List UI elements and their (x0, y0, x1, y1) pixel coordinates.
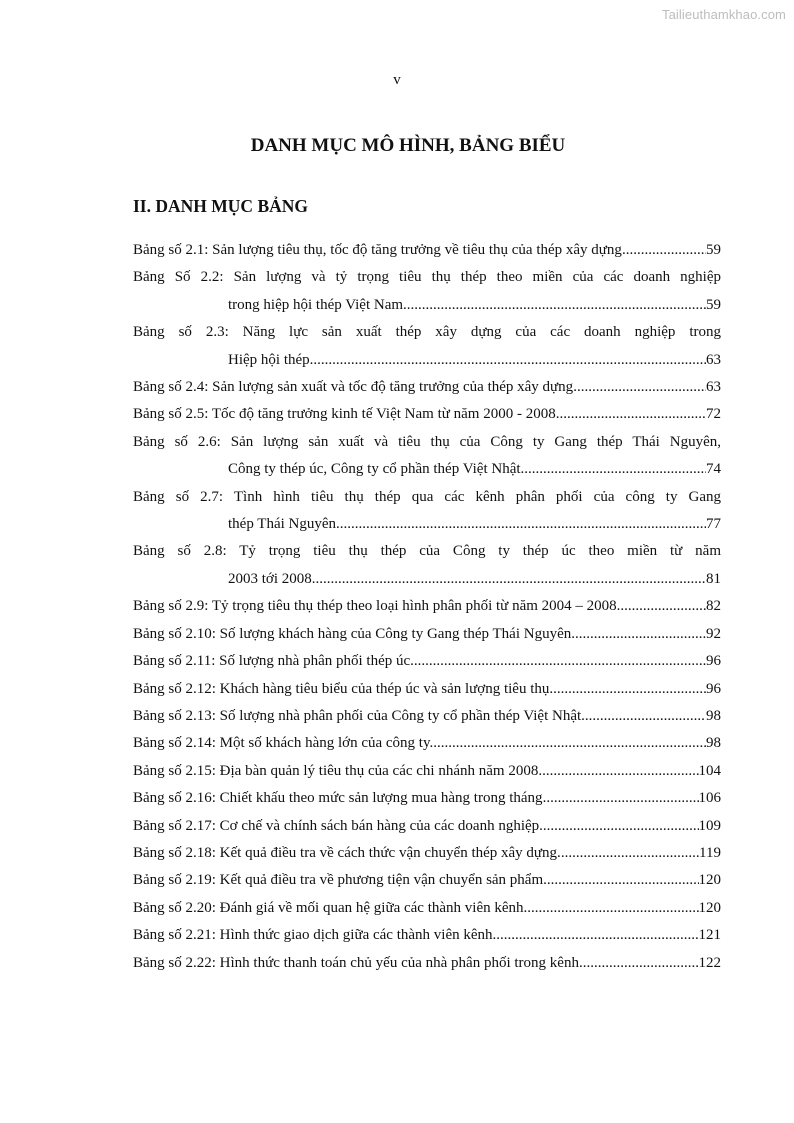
toc-page-number: 120 (698, 899, 721, 916)
toc-page-number: 119 (699, 844, 721, 861)
toc-entry-text: trong hiệp hội thép Việt Nam. (228, 296, 407, 313)
toc-entry-text: Bảng Số 2.2: Sản lượng và tỷ trọng tiêu thụ thép theo miền của các doanh nghiệp (133, 269, 721, 286)
page-title: DANH MỤC MÔ HÌNH, BẢNG BIỂU (250, 135, 566, 156)
toc-page-number: 98 (706, 707, 721, 724)
toc-entry-line (133, 429, 721, 456)
toc-entry-text: Công ty thép úc, Công ty cổ phần thép Việt Nhật. (228, 461, 525, 478)
toc-entry[interactable] (133, 813, 721, 840)
toc-entry-text: Bảng số 2.20: Đánh giá về mối quan hệ giữa các thành viên kênh. (133, 899, 528, 916)
toc-entry[interactable] (133, 319, 721, 374)
toc-entry-text: Hiệp hội thép (228, 351, 310, 368)
dot-leader (573, 374, 706, 401)
toc-entry-line (133, 484, 721, 511)
dot-leader (543, 785, 699, 812)
dot-leader (585, 703, 706, 730)
toc-page-number: 98 (706, 735, 721, 752)
toc-entry[interactable] (133, 648, 721, 675)
toc-entry-line (133, 813, 721, 840)
toc-entry[interactable] (133, 730, 721, 757)
toc-entry-line (133, 347, 721, 374)
toc-page-number: 63 (706, 351, 721, 368)
toc-page-number: 104 (698, 762, 721, 779)
toc-entry-text: Bảng số 2.14: Một số khách hàng lớn của công ty. (133, 735, 434, 752)
toc-entry-line (133, 785, 721, 812)
toc-page-number: 74 (706, 461, 721, 478)
toc-page-number: 72 (706, 406, 721, 423)
toc-page-number: 122 (698, 954, 721, 971)
page-number: v (393, 72, 401, 88)
dot-leader (583, 950, 699, 977)
toc-entry-line (133, 730, 721, 757)
toc-entry-line (133, 593, 721, 620)
dot-leader (524, 456, 706, 483)
toc-entry-text: Bảng số 2.12: Khách hàng tiêu biểu của thép úc và sản lượng tiêu thụ. (133, 680, 554, 697)
dot-leader (553, 676, 706, 703)
toc-entry-text: Bảng số 2.22: Hình thức thanh toán chủ yếu của nhà phân phối trong kênh. (133, 954, 583, 971)
toc-page-number: 106 (698, 790, 721, 807)
toc-entry[interactable] (133, 429, 721, 484)
toc-entry-text: Bảng số 2.11: Số lượng nhà phân phối thép úc. (133, 653, 414, 670)
toc-entry[interactable] (133, 840, 721, 867)
toc-entry-line (133, 237, 721, 264)
dot-leader (414, 648, 706, 675)
toc-entry-line (133, 456, 721, 483)
toc-entry-line (133, 621, 721, 648)
dot-leader (336, 511, 706, 538)
toc-entry-line (133, 703, 721, 730)
toc-entry-text: Bảng số 2.17: Cơ chế và chính sách bán hàng của các doanh nghiệp. (133, 817, 543, 834)
toc-entry-text: Bảng số 2.4: Sản lượng sản xuất và tốc độ tăng trưởng của thép xây dựng (133, 379, 574, 396)
toc-entry[interactable] (133, 785, 721, 812)
toc-entry-text: thép Thái Nguyên (228, 516, 337, 533)
toc-page-number: 81 (706, 570, 721, 587)
toc-entry[interactable] (133, 922, 721, 949)
dot-leader (547, 867, 699, 894)
toc-page-number: 96 (706, 653, 721, 670)
watermark: Tailieuthamkhao.com (661, 7, 786, 22)
toc-page-number: 92 (706, 625, 721, 642)
toc-page-number: 109 (698, 817, 721, 834)
toc-entry-line (133, 758, 721, 785)
toc-entry-line (133, 292, 721, 319)
toc-page-number: 59 (706, 242, 721, 258)
toc-page-number: 82 (706, 598, 721, 615)
toc-entry-text: 2003 tới 2008. (228, 570, 316, 587)
dot-leader (620, 593, 706, 620)
toc-entry[interactable] (133, 950, 721, 977)
toc-entry-text: Bảng số 2.15: Địa bàn quản lý tiêu thụ của các chi nhánh năm 2008. (133, 762, 543, 779)
toc-entry-text: Bảng số 2.1: Sản lượng tiêu thụ, tốc độ tăng trưởng về tiêu thụ của thép xây dựng (133, 242, 622, 258)
toc-page-number: 77 (706, 516, 721, 533)
toc-entry-line (133, 264, 721, 291)
toc-page-number: 121 (698, 927, 721, 944)
toc-entry-text: Bảng số 2.5: Tốc độ tăng trưởng kinh tế Việt Nam từ năm 2000 - 2008. (133, 406, 560, 423)
dot-leader (407, 292, 706, 319)
dot-leader (543, 813, 699, 840)
dot-leader (559, 401, 706, 428)
toc-entry-line (133, 401, 721, 428)
toc-entry-line (133, 648, 721, 675)
dot-leader (561, 840, 699, 867)
dot-leader (542, 758, 698, 785)
dot-leader (310, 347, 706, 374)
dot-leader (527, 895, 698, 922)
toc-entry[interactable] (133, 237, 721, 264)
toc-entry-text: Bảng số 2.13: Số lượng nhà phân phối của Công ty cổ phần thép Việt Nhật. (133, 707, 585, 724)
toc-page-number: 59 (706, 296, 721, 313)
toc-entry-text: Bảng số 2.6: Sản lượng sản xuất và tiêu thụ của Công ty Gang thép Thái Nguyên, (133, 433, 721, 450)
toc-page-number: 120 (698, 872, 721, 889)
toc-entry[interactable] (133, 264, 721, 319)
toc-page-number: 96 (706, 680, 721, 697)
toc-entry-text: Bảng số 2.3: Năng lực sản xuất thép xây dựng của các doanh nghiệp trong (133, 324, 721, 341)
toc-entry-line (133, 895, 721, 922)
toc-entry-line (133, 840, 721, 867)
toc-entry[interactable] (133, 895, 721, 922)
dot-leader (575, 621, 706, 648)
toc-entry-text: Bảng số 2.8: Tỷ trọng tiêu thụ thép của Công ty thép úc theo miền từ năm (133, 543, 721, 560)
toc-entry-text: Bảng số 2.19: Kết quả điều tra về phương tiện vận chuyển sản phẩm. (133, 872, 547, 889)
toc-entry-line (133, 538, 721, 565)
dot-leader (622, 237, 706, 264)
toc-entry-text: Bảng số 2.18: Kết quả điều tra về cách thức vận chuyển thép xây dựng. (133, 844, 561, 861)
toc-entry[interactable] (133, 374, 721, 401)
toc-entry[interactable] (133, 703, 721, 730)
toc-entry-line (133, 867, 721, 894)
toc-entry[interactable] (133, 621, 721, 648)
toc-page-number: 63 (706, 379, 721, 396)
toc-entry[interactable] (133, 401, 721, 428)
dot-leader (316, 566, 706, 593)
toc-entry[interactable] (133, 676, 721, 703)
toc-entry-text: Bảng số 2.9: Tỷ trọng tiêu thụ thép theo loại hình phân phối từ năm 2004 – 2008. (133, 598, 621, 615)
toc-entry[interactable] (133, 484, 721, 539)
toc-entry[interactable] (133, 593, 721, 620)
toc-entry-line (133, 676, 721, 703)
toc-entry-text: Bảng số 2.21: Hình thức giao dịch giữa các thành viên kênh. (133, 927, 497, 944)
toc-entry-text: Bảng số 2.7: Tình hình tiêu thụ thép qua các kênh phân phối của công ty Gang (133, 488, 721, 505)
toc-entry-line (133, 950, 721, 977)
toc-entry-line (133, 511, 721, 538)
toc-entry[interactable] (133, 538, 721, 593)
dot-leader (433, 730, 706, 757)
toc-entry-line (133, 319, 721, 346)
toc-entry-line (133, 566, 721, 593)
toc-entry-text: Bảng số 2.16: Chiết khấu theo mức sản lượng mua hàng trong tháng (133, 790, 543, 807)
dot-leader (496, 922, 698, 949)
toc-entry[interactable] (133, 758, 721, 785)
toc-entry-text: Bảng số 2.10: Số lượng khách hàng của Công ty Gang thép Thái Nguyên. (133, 625, 575, 642)
toc-entry-line (133, 374, 721, 401)
toc-entry[interactable] (133, 867, 721, 894)
toc-entry-line (133, 922, 721, 949)
table-list (133, 237, 721, 977)
section-heading: II. DANH MỤC BẢNG (133, 196, 308, 216)
